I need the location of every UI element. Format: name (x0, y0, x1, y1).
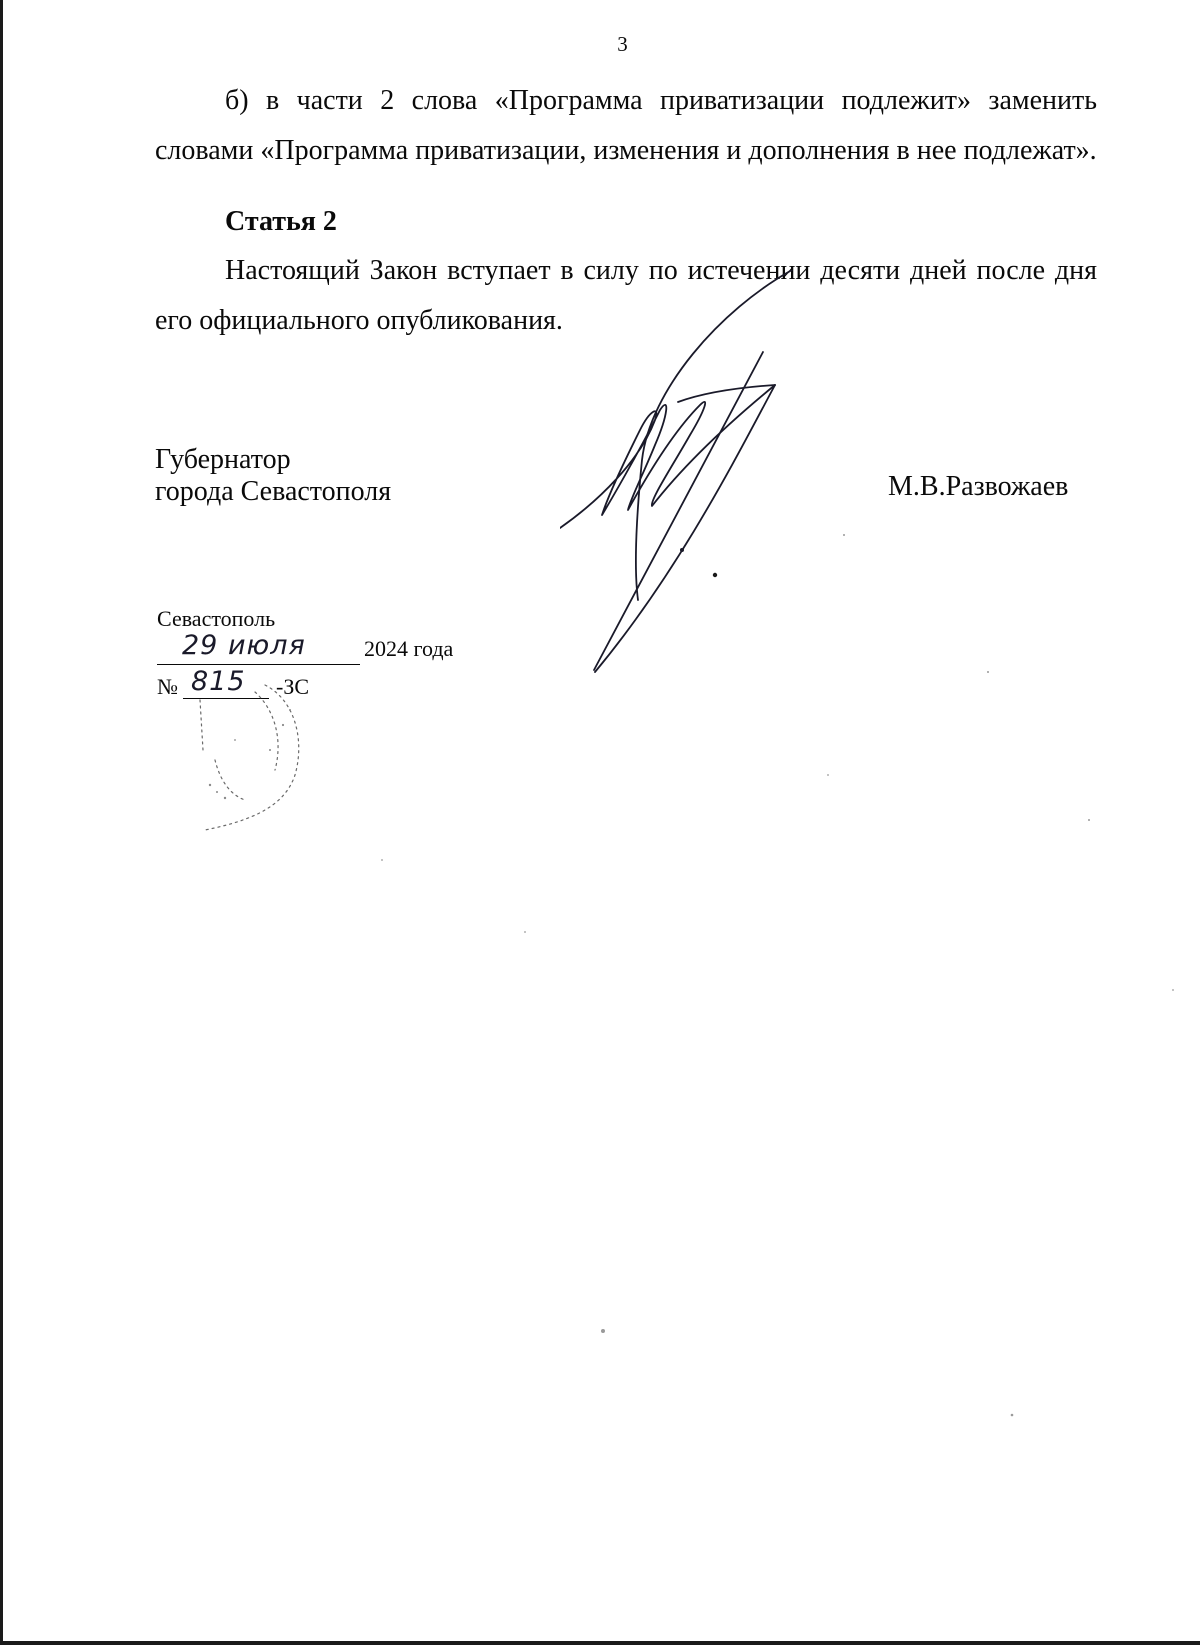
paragraph-amendment-b: б) в части 2 слова «Программа приватизации подлежит» заменить словами «Программа приватизации, изменения и дополнения в нее подлежат». (155, 85, 1097, 166)
number-sign: № (157, 674, 178, 699)
signer-title-line1: Губернатор (155, 444, 291, 475)
handwritten-date: 29 июля (182, 630, 306, 661)
date-year: 2024 года (364, 636, 454, 661)
signer-title-line2: города Севастополя (155, 476, 392, 507)
date-field (157, 632, 360, 665)
page-number: 3 (617, 32, 628, 56)
paragraph-entry-into-force: Настоящий Закон вступает в силу по истечении десяти дней после дня его официального опубликования. (155, 255, 1097, 336)
law-number-suffix: -ЗС (276, 674, 310, 699)
signer-title (155, 444, 391, 508)
scan-bottom-edge (0, 1641, 1200, 1645)
place-of-signing: Севастополь (157, 606, 276, 631)
scan-left-edge (0, 0, 3, 1645)
faint-stamp-mark (195, 680, 325, 840)
handwritten-law-number: 815 (191, 666, 246, 697)
signer-name: М.В.Развожаев (888, 471, 1069, 502)
handwritten-signature (560, 270, 840, 680)
article-heading: Статья 2 (225, 206, 337, 237)
